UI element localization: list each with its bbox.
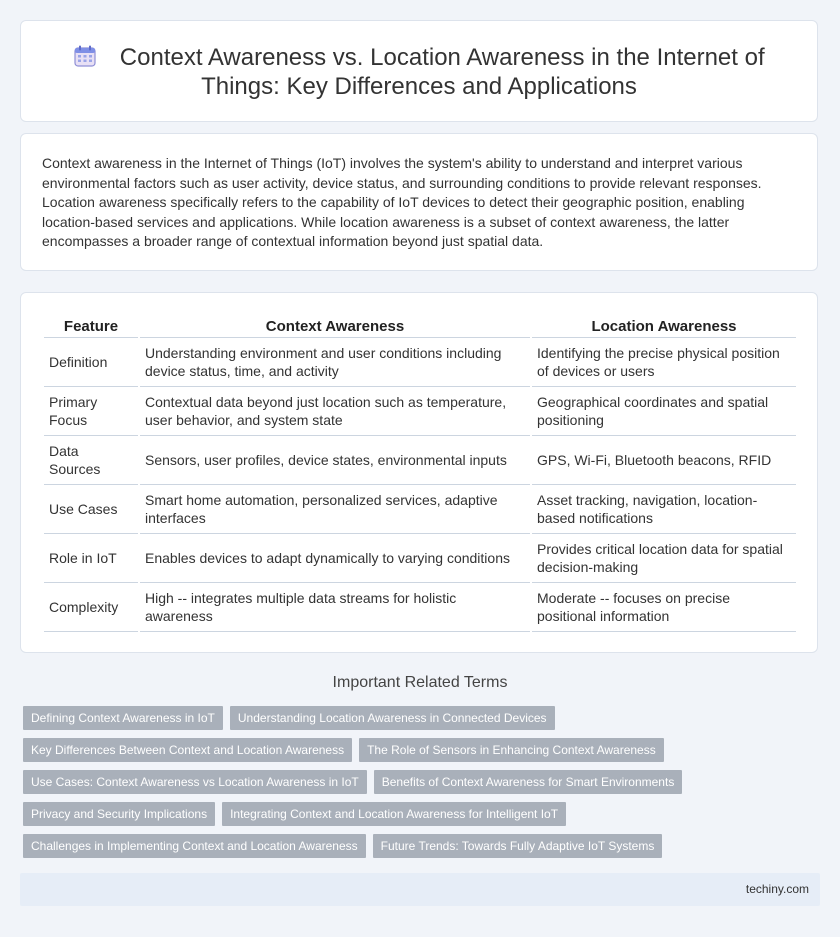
table-cell: High -- integrates multiple data streams for holistic awareness (140, 583, 530, 632)
calendar-icon (73, 44, 97, 68)
table-cell: Use Cases (44, 485, 138, 534)
comparison-table (42, 315, 798, 632)
table-cell: Sensors, user profiles, device states, environmental inputs (140, 436, 530, 485)
table-cell: Moderate -- focuses on precise positional information (532, 583, 796, 632)
table-cell: Complexity (44, 583, 138, 632)
header-feature: Feature (44, 315, 138, 338)
table-cell: Enables devices to adapt dynamically to varying conditions (140, 534, 530, 583)
table-cell: Understanding environment and user conditions including device status, time, and activity (140, 338, 530, 387)
table-cell: Primary Focus (44, 387, 138, 436)
table-row (44, 338, 796, 387)
table-cell: Asset tracking, navigation, location-based notifications (532, 485, 796, 534)
related-term-tag[interactable]: Future Trends: Towards Fully Adaptive IoT Systems (373, 834, 663, 858)
table-cell: Contextual data beyond just location such as temperature, user behavior, and system state (140, 387, 530, 436)
related-term-tag[interactable]: Benefits of Context Awareness for Smart Environments (374, 770, 683, 794)
comparison-card (20, 292, 818, 653)
footer-site-link[interactable]: techiny.com (745, 882, 809, 896)
table-row (44, 583, 796, 632)
table-cell: Data Sources (44, 436, 138, 485)
header-context: Context Awareness (140, 315, 530, 338)
related-terms-heading: Important Related Terms (332, 674, 508, 691)
table-cell: Role in IoT (44, 534, 138, 583)
table-row (44, 387, 796, 436)
related-term-tag[interactable]: Integrating Context and Location Awareness for Intelligent IoT (222, 802, 566, 826)
related-term-tag[interactable]: Use Cases: Context Awareness vs Location Awareness in IoT (23, 770, 367, 794)
table-cell: Identifying the precise physical position of devices or users (532, 338, 796, 387)
title-card (20, 20, 818, 122)
table-cell: Definition (44, 338, 138, 387)
table-cell: Geographical coordinates and spatial positioning (532, 387, 796, 436)
table-cell: Provides critical location data for spatial decision-making (532, 534, 796, 583)
related-term-tag[interactable]: The Role of Sensors in Enhancing Context Awareness (359, 738, 664, 762)
footer (20, 873, 820, 906)
page-title: Context Awareness vs. Location Awareness in the Internet of Things: Key Differences and Applications (119, 44, 765, 100)
table-row (44, 485, 796, 534)
related-term-tag[interactable]: Privacy and Security Implications (23, 802, 215, 826)
intro-card (20, 133, 818, 271)
related-term-tag[interactable]: Understanding Location Awareness in Connected Devices (230, 706, 555, 730)
intro-paragraph: Context awareness in the Internet of Things (IoT) involves the system's ability to understand and interpret various environmental factors such as user activity, device status, and surrounding conditions to provide relevant responses. Location awareness specifically refers to the capability of IoT devices to detect their geographic position, enabling location-based services and applications. While location awareness is a subset of context awareness, the latter encompasses a broader range of contextual information beyond just spatial data. (42, 155, 762, 249)
table-header-row (44, 315, 796, 338)
related-term-tag[interactable]: Key Differences Between Context and Location Awareness (23, 738, 352, 762)
related-term-tag[interactable]: Defining Context Awareness in IoT (23, 706, 223, 730)
header-location: Location Awareness (532, 315, 796, 338)
table-row (44, 436, 796, 485)
related-term-tag[interactable]: Challenges in Implementing Context and Location Awareness (23, 834, 366, 858)
related-terms-list (23, 706, 823, 866)
table-row (44, 534, 796, 583)
table-cell: GPS, Wi-Fi, Bluetooth beacons, RFID (532, 436, 796, 485)
table-cell: Smart home automation, personalized services, adaptive interfaces (140, 485, 530, 534)
